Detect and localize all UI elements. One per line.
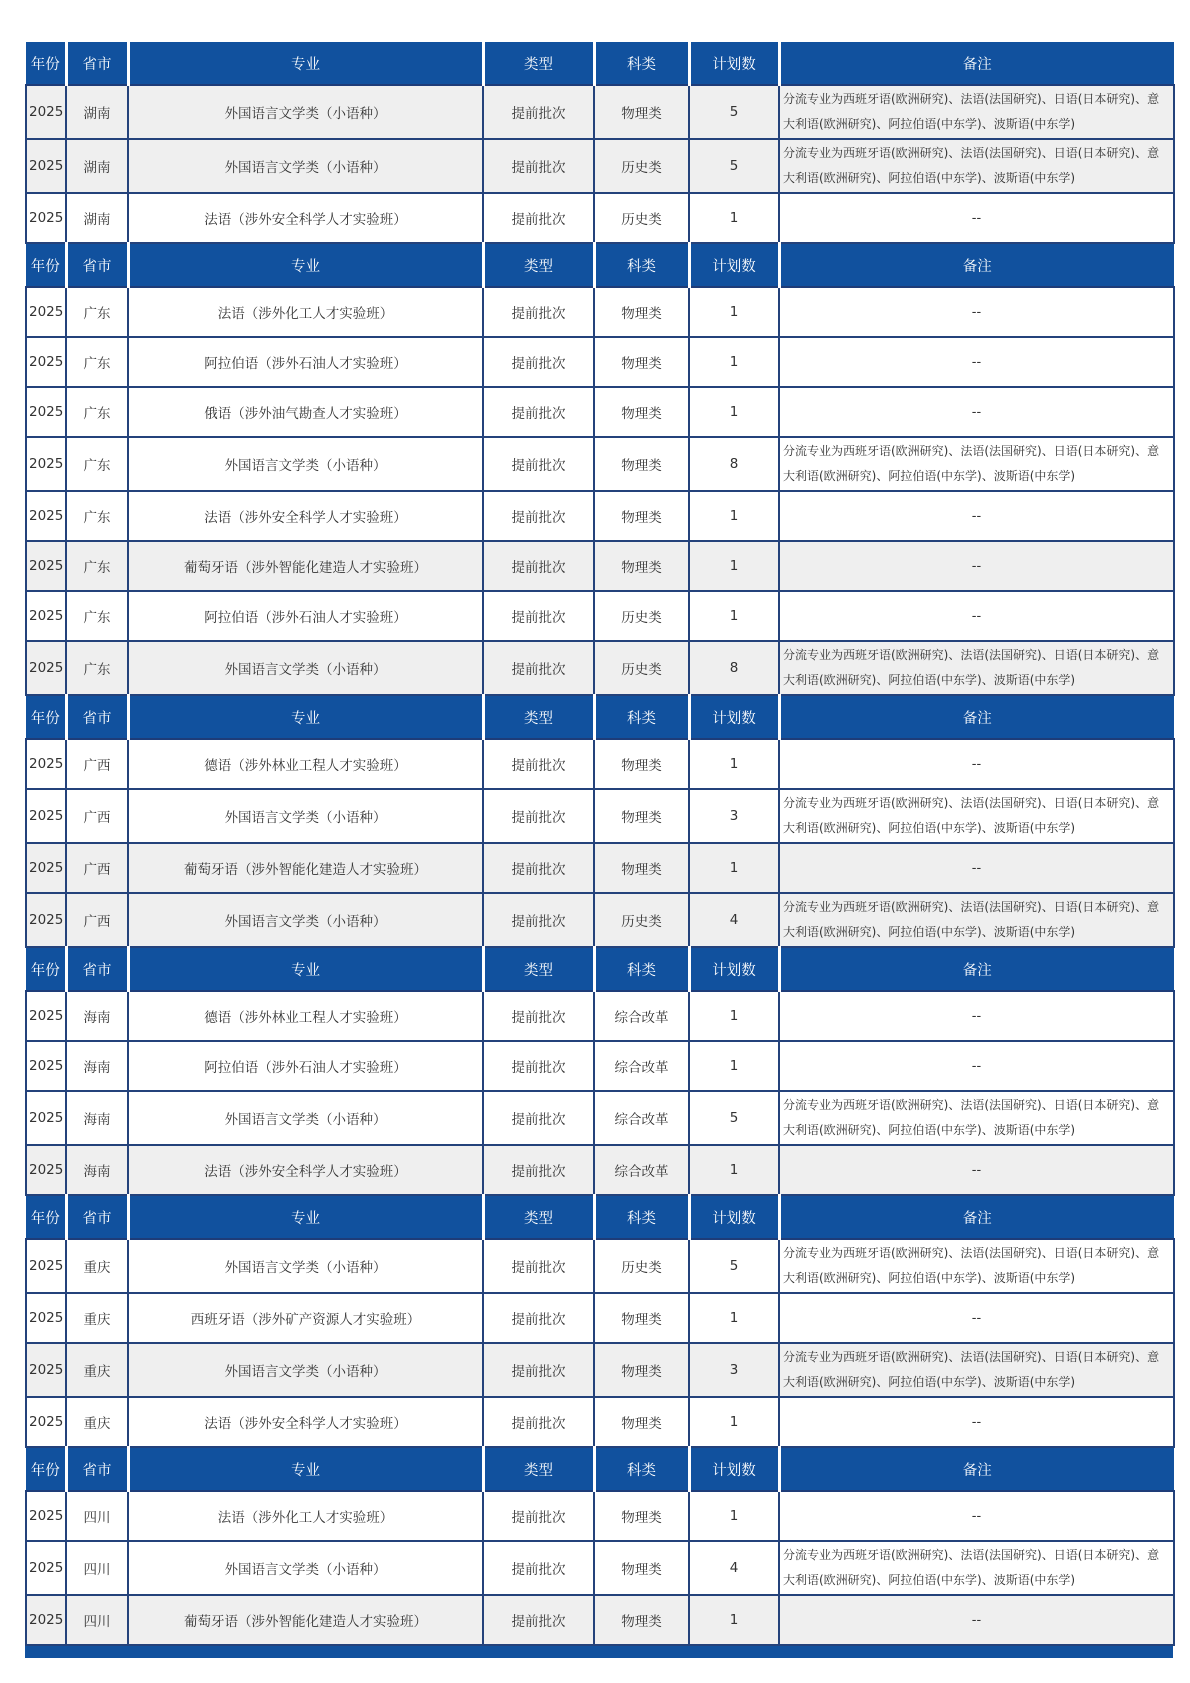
major-cell: 外国语言文学类（小语种）	[128, 893, 483, 947]
year-cell: 2025	[26, 1041, 66, 1091]
type-cell: 提前批次	[483, 1239, 594, 1293]
subject-cell: 历史类	[594, 591, 689, 641]
subject-cell: 物理类	[594, 387, 689, 437]
remark-cell: --	[779, 1293, 1174, 1343]
major-cell: 外国语言文学类（小语种）	[128, 1541, 483, 1595]
column-header-remark: 备注	[779, 1195, 1174, 1239]
type-cell: 提前批次	[483, 491, 594, 541]
province-cell: 四川	[66, 1595, 128, 1645]
type-cell: 提前批次	[483, 1145, 594, 1195]
subject-cell: 物理类	[594, 843, 689, 893]
plan-cell: 1	[689, 193, 779, 243]
remark-cell: --	[779, 991, 1174, 1041]
column-header-remark: 备注	[779, 1447, 1174, 1491]
column-header-plan: 计划数	[689, 947, 779, 991]
column-header-plan: 计划数	[689, 1447, 779, 1491]
table-row	[26, 843, 1174, 893]
column-header-subject: 科类	[594, 1447, 689, 1491]
column-header-type: 类型	[483, 42, 594, 85]
province-cell: 海南	[66, 1091, 128, 1145]
plan-cell: 1	[689, 1491, 779, 1541]
year-cell: 2025	[26, 1239, 66, 1293]
subject-cell: 物理类	[594, 1397, 689, 1447]
column-header-type: 类型	[483, 1195, 594, 1239]
year-cell: 2025	[26, 1595, 66, 1645]
type-cell: 提前批次	[483, 1343, 594, 1397]
table-row	[26, 85, 1174, 139]
remark-cell: --	[779, 1491, 1174, 1541]
table-row	[26, 1343, 1174, 1397]
type-cell: 提前批次	[483, 1491, 594, 1541]
major-cell: 法语（涉外化工人才实验班）	[128, 1491, 483, 1541]
plan-cell: 1	[689, 591, 779, 641]
plan-cell: 1	[689, 491, 779, 541]
major-cell: 俄语（涉外油气勘查人才实验班）	[128, 387, 483, 437]
year-cell: 2025	[26, 541, 66, 591]
subject-cell: 物理类	[594, 337, 689, 387]
remark-cell: --	[779, 739, 1174, 789]
subject-cell: 物理类	[594, 1293, 689, 1343]
table-row	[26, 1145, 1174, 1195]
plan-cell: 1	[689, 337, 779, 387]
major-cell: 外国语言文学类（小语种）	[128, 139, 483, 193]
remark-cell: --	[779, 193, 1174, 243]
column-header-plan: 计划数	[689, 42, 779, 85]
table-row	[26, 541, 1174, 591]
type-cell: 提前批次	[483, 591, 594, 641]
column-header-remark: 备注	[779, 42, 1174, 85]
remark-cell: --	[779, 1595, 1174, 1645]
column-header-year: 年份	[26, 243, 66, 287]
table-row	[26, 789, 1174, 843]
column-header-subject: 科类	[594, 695, 689, 739]
major-cell: 法语（涉外化工人才实验班）	[128, 287, 483, 337]
column-header-province: 省市	[66, 243, 128, 287]
subject-cell: 历史类	[594, 139, 689, 193]
type-cell: 提前批次	[483, 1091, 594, 1145]
major-cell: 葡萄牙语（涉外智能化建造人才实验班）	[128, 843, 483, 893]
remark-cell: --	[779, 491, 1174, 541]
type-cell: 提前批次	[483, 641, 594, 695]
type-cell: 提前批次	[483, 1541, 594, 1595]
admission-plan-table	[25, 42, 1175, 1646]
section-header-row	[26, 42, 1174, 85]
year-cell: 2025	[26, 1491, 66, 1541]
column-header-type: 类型	[483, 695, 594, 739]
column-header-major: 专业	[128, 243, 483, 287]
province-cell: 广东	[66, 541, 128, 591]
subject-cell: 物理类	[594, 541, 689, 591]
table-row	[26, 1541, 1174, 1595]
year-cell: 2025	[26, 789, 66, 843]
major-cell: 葡萄牙语（涉外智能化建造人才实验班）	[128, 541, 483, 591]
major-cell: 葡萄牙语（涉外智能化建造人才实验班）	[128, 1595, 483, 1645]
table-row	[26, 1041, 1174, 1091]
column-header-year: 年份	[26, 1195, 66, 1239]
column-header-subject: 科类	[594, 947, 689, 991]
section-header-row	[26, 695, 1174, 739]
remark-cell: --	[779, 843, 1174, 893]
section-header-row	[26, 947, 1174, 991]
year-cell: 2025	[26, 139, 66, 193]
remark-cell: 分流专业为西班牙语(欧洲研究)、法语(法国研究)、日语(日本研究)、意大利语(欧洲研究)、阿拉伯语(中东学)、波斯语(中东学)	[779, 139, 1174, 193]
year-cell: 2025	[26, 1343, 66, 1397]
plan-cell: 8	[689, 641, 779, 695]
plan-cell: 1	[689, 1293, 779, 1343]
province-cell: 广西	[66, 739, 128, 789]
column-header-major: 专业	[128, 1447, 483, 1491]
type-cell: 提前批次	[483, 85, 594, 139]
remark-cell: --	[779, 1397, 1174, 1447]
year-cell: 2025	[26, 1293, 66, 1343]
plan-cell: 1	[689, 1397, 779, 1447]
column-header-plan: 计划数	[689, 1195, 779, 1239]
province-cell: 四川	[66, 1491, 128, 1541]
major-cell: 外国语言文学类（小语种）	[128, 437, 483, 491]
section-header-row	[26, 1447, 1174, 1491]
subject-cell: 综合改革	[594, 1145, 689, 1195]
subject-cell: 历史类	[594, 1239, 689, 1293]
column-header-subject: 科类	[594, 42, 689, 85]
major-cell: 德语（涉外林业工程人才实验班）	[128, 739, 483, 789]
column-header-remark: 备注	[779, 695, 1174, 739]
subject-cell: 历史类	[594, 893, 689, 947]
remark-cell: --	[779, 1041, 1174, 1091]
table-row	[26, 193, 1174, 243]
major-cell: 阿拉伯语（涉外石油人才实验班）	[128, 591, 483, 641]
major-cell: 外国语言文学类（小语种）	[128, 85, 483, 139]
major-cell: 法语（涉外安全科学人才实验班）	[128, 193, 483, 243]
type-cell: 提前批次	[483, 893, 594, 947]
subject-cell: 物理类	[594, 437, 689, 491]
province-cell: 广东	[66, 491, 128, 541]
major-cell: 阿拉伯语（涉外石油人才实验班）	[128, 337, 483, 387]
table-row	[26, 1595, 1174, 1645]
major-cell: 法语（涉外安全科学人才实验班）	[128, 1397, 483, 1447]
remark-cell: 分流专业为西班牙语(欧洲研究)、法语(法国研究)、日语(日本研究)、意大利语(欧洲研究)、阿拉伯语(中东学)、波斯语(中东学)	[779, 641, 1174, 695]
subject-cell: 物理类	[594, 739, 689, 789]
type-cell: 提前批次	[483, 739, 594, 789]
column-header-remark: 备注	[779, 947, 1174, 991]
type-cell: 提前批次	[483, 139, 594, 193]
column-header-type: 类型	[483, 947, 594, 991]
subject-cell: 历史类	[594, 641, 689, 695]
subject-cell: 物理类	[594, 1491, 689, 1541]
year-cell: 2025	[26, 739, 66, 789]
province-cell: 广西	[66, 843, 128, 893]
plan-cell: 5	[689, 139, 779, 193]
province-cell: 广西	[66, 893, 128, 947]
subject-cell: 综合改革	[594, 1091, 689, 1145]
year-cell: 2025	[26, 193, 66, 243]
remark-cell: --	[779, 591, 1174, 641]
table-row	[26, 991, 1174, 1041]
province-cell: 重庆	[66, 1239, 128, 1293]
year-cell: 2025	[26, 491, 66, 541]
plan-cell: 5	[689, 1091, 779, 1145]
table-row	[26, 337, 1174, 387]
type-cell: 提前批次	[483, 1041, 594, 1091]
province-cell: 海南	[66, 991, 128, 1041]
plan-cell: 1	[689, 541, 779, 591]
plan-cell: 5	[689, 85, 779, 139]
plan-cell: 1	[689, 1145, 779, 1195]
column-header-major: 专业	[128, 42, 483, 85]
column-header-major: 专业	[128, 1195, 483, 1239]
column-header-year: 年份	[26, 947, 66, 991]
plan-cell: 1	[689, 739, 779, 789]
subject-cell: 综合改革	[594, 991, 689, 1041]
type-cell: 提前批次	[483, 387, 594, 437]
remark-cell: --	[779, 287, 1174, 337]
province-cell: 湖南	[66, 139, 128, 193]
table-row	[26, 387, 1174, 437]
type-cell: 提前批次	[483, 991, 594, 1041]
type-cell: 提前批次	[483, 843, 594, 893]
table-row	[26, 139, 1174, 193]
major-cell: 法语（涉外安全科学人才实验班）	[128, 491, 483, 541]
next-section-header-partial	[25, 1646, 1173, 1658]
plan-cell: 1	[689, 1041, 779, 1091]
province-cell: 广东	[66, 591, 128, 641]
column-header-province: 省市	[66, 1447, 128, 1491]
major-cell: 外国语言文学类（小语种）	[128, 1091, 483, 1145]
province-cell: 湖南	[66, 193, 128, 243]
type-cell: 提前批次	[483, 287, 594, 337]
section-header-row	[26, 243, 1174, 287]
province-cell: 四川	[66, 1541, 128, 1595]
province-cell: 海南	[66, 1041, 128, 1091]
subject-cell: 物理类	[594, 85, 689, 139]
column-header-major: 专业	[128, 695, 483, 739]
column-header-year: 年份	[26, 695, 66, 739]
major-cell: 西班牙语（涉外矿产资源人才实验班）	[128, 1293, 483, 1343]
year-cell: 2025	[26, 85, 66, 139]
major-cell: 外国语言文学类（小语种）	[128, 641, 483, 695]
column-header-subject: 科类	[594, 1195, 689, 1239]
remark-cell: 分流专业为西班牙语(欧洲研究)、法语(法国研究)、日语(日本研究)、意大利语(欧洲研究)、阿拉伯语(中东学)、波斯语(中东学)	[779, 1343, 1174, 1397]
remark-cell: --	[779, 1145, 1174, 1195]
column-header-province: 省市	[66, 42, 128, 85]
major-cell: 外国语言文学类（小语种）	[128, 1343, 483, 1397]
remark-cell: 分流专业为西班牙语(欧洲研究)、法语(法国研究)、日语(日本研究)、意大利语(欧洲研究)、阿拉伯语(中东学)、波斯语(中东学)	[779, 85, 1174, 139]
remark-cell: 分流专业为西班牙语(欧洲研究)、法语(法国研究)、日语(日本研究)、意大利语(欧洲研究)、阿拉伯语(中东学)、波斯语(中东学)	[779, 893, 1174, 947]
column-header-plan: 计划数	[689, 243, 779, 287]
plan-cell: 1	[689, 387, 779, 437]
province-cell: 广东	[66, 387, 128, 437]
plan-cell: 3	[689, 1343, 779, 1397]
type-cell: 提前批次	[483, 193, 594, 243]
year-cell: 2025	[26, 893, 66, 947]
subject-cell: 物理类	[594, 287, 689, 337]
remark-cell: 分流专业为西班牙语(欧洲研究)、法语(法国研究)、日语(日本研究)、意大利语(欧洲研究)、阿拉伯语(中东学)、波斯语(中东学)	[779, 789, 1174, 843]
column-header-type: 类型	[483, 1447, 594, 1491]
column-header-type: 类型	[483, 243, 594, 287]
column-header-year: 年份	[26, 1447, 66, 1491]
table-row	[26, 1239, 1174, 1293]
type-cell: 提前批次	[483, 1595, 594, 1645]
type-cell: 提前批次	[483, 789, 594, 843]
subject-cell: 历史类	[594, 193, 689, 243]
remark-cell: --	[779, 387, 1174, 437]
year-cell: 2025	[26, 591, 66, 641]
table-row	[26, 1397, 1174, 1447]
type-cell: 提前批次	[483, 437, 594, 491]
table-row	[26, 739, 1174, 789]
plan-cell: 8	[689, 437, 779, 491]
plan-cell: 1	[689, 843, 779, 893]
table-row	[26, 893, 1174, 947]
subject-cell: 物理类	[594, 1343, 689, 1397]
plan-cell: 5	[689, 1239, 779, 1293]
column-header-remark: 备注	[779, 243, 1174, 287]
column-header-major: 专业	[128, 947, 483, 991]
province-cell: 湖南	[66, 85, 128, 139]
plan-cell: 4	[689, 893, 779, 947]
remark-cell: --	[779, 541, 1174, 591]
year-cell: 2025	[26, 991, 66, 1041]
remark-cell: 分流专业为西班牙语(欧洲研究)、法语(法国研究)、日语(日本研究)、意大利语(欧洲研究)、阿拉伯语(中东学)、波斯语(中东学)	[779, 1091, 1174, 1145]
column-header-province: 省市	[66, 695, 128, 739]
province-cell: 重庆	[66, 1397, 128, 1447]
section-header-row	[26, 1195, 1174, 1239]
province-cell: 海南	[66, 1145, 128, 1195]
province-cell: 广东	[66, 337, 128, 387]
table-row	[26, 1491, 1174, 1541]
year-cell: 2025	[26, 437, 66, 491]
table-row	[26, 491, 1174, 541]
table-row	[26, 287, 1174, 337]
subject-cell: 物理类	[594, 491, 689, 541]
remark-cell: --	[779, 337, 1174, 387]
province-cell: 广东	[66, 287, 128, 337]
table-row	[26, 1293, 1174, 1343]
year-cell: 2025	[26, 1541, 66, 1595]
column-header-province: 省市	[66, 1195, 128, 1239]
year-cell: 2025	[26, 1091, 66, 1145]
table-row	[26, 591, 1174, 641]
table-row	[26, 1091, 1174, 1145]
remark-cell: 分流专业为西班牙语(欧洲研究)、法语(法国研究)、日语(日本研究)、意大利语(欧洲研究)、阿拉伯语(中东学)、波斯语(中东学)	[779, 1239, 1174, 1293]
type-cell: 提前批次	[483, 1293, 594, 1343]
type-cell: 提前批次	[483, 337, 594, 387]
type-cell: 提前批次	[483, 541, 594, 591]
column-header-province: 省市	[66, 947, 128, 991]
type-cell: 提前批次	[483, 1397, 594, 1447]
plan-cell: 1	[689, 1595, 779, 1645]
year-cell: 2025	[26, 387, 66, 437]
plan-cell: 4	[689, 1541, 779, 1595]
province-cell: 广东	[66, 437, 128, 491]
table-row	[26, 437, 1174, 491]
province-cell: 重庆	[66, 1293, 128, 1343]
province-cell: 广东	[66, 641, 128, 695]
major-cell: 阿拉伯语（涉外石油人才实验班）	[128, 1041, 483, 1091]
year-cell: 2025	[26, 1397, 66, 1447]
remark-cell: 分流专业为西班牙语(欧洲研究)、法语(法国研究)、日语(日本研究)、意大利语(欧洲研究)、阿拉伯语(中东学)、波斯语(中东学)	[779, 1541, 1174, 1595]
plan-cell: 3	[689, 789, 779, 843]
province-cell: 重庆	[66, 1343, 128, 1397]
subject-cell: 物理类	[594, 1541, 689, 1595]
admission-plan-table-body	[26, 42, 1174, 1645]
subject-cell: 物理类	[594, 1595, 689, 1645]
major-cell: 外国语言文学类（小语种）	[128, 789, 483, 843]
province-cell: 广西	[66, 789, 128, 843]
column-header-subject: 科类	[594, 243, 689, 287]
plan-cell: 1	[689, 287, 779, 337]
subject-cell: 物理类	[594, 789, 689, 843]
year-cell: 2025	[26, 843, 66, 893]
year-cell: 2025	[26, 287, 66, 337]
table-row	[26, 641, 1174, 695]
year-cell: 2025	[26, 1145, 66, 1195]
year-cell: 2025	[26, 337, 66, 387]
subject-cell: 综合改革	[594, 1041, 689, 1091]
column-header-plan: 计划数	[689, 695, 779, 739]
plan-cell: 1	[689, 991, 779, 1041]
major-cell: 法语（涉外安全科学人才实验班）	[128, 1145, 483, 1195]
remark-cell: 分流专业为西班牙语(欧洲研究)、法语(法国研究)、日语(日本研究)、意大利语(欧洲研究)、阿拉伯语(中东学)、波斯语(中东学)	[779, 437, 1174, 491]
major-cell: 德语（涉外林业工程人才实验班）	[128, 991, 483, 1041]
year-cell: 2025	[26, 641, 66, 695]
major-cell: 外国语言文学类（小语种）	[128, 1239, 483, 1293]
column-header-year: 年份	[26, 42, 66, 85]
